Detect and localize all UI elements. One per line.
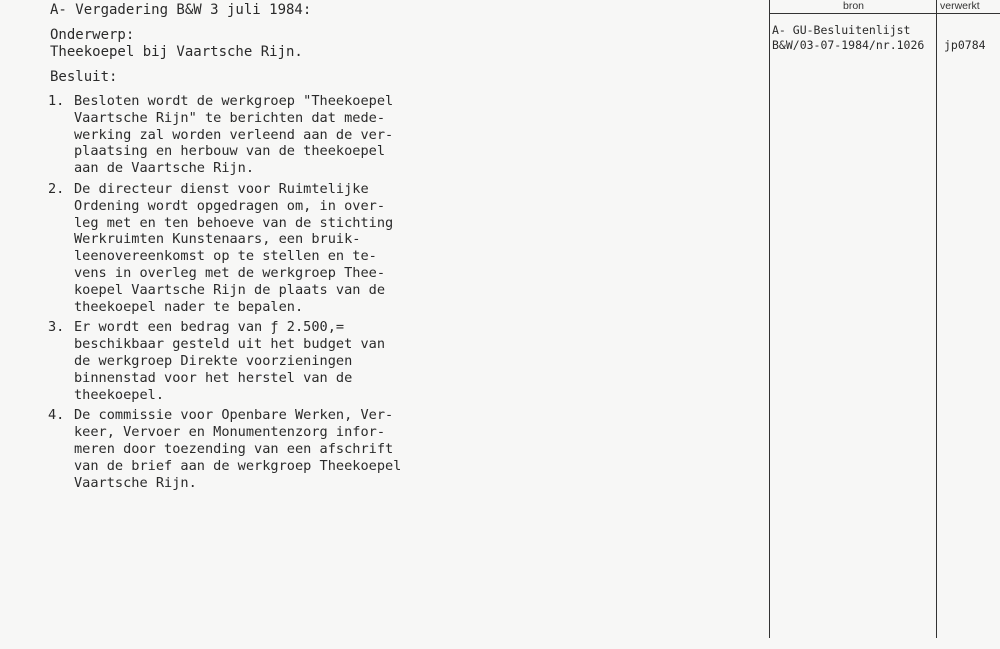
source-reference (772, 23, 924, 53)
processed-column-header: verwerkt (940, 0, 980, 12)
subject-text: Theekoepel bij Vaartsche Rijn. (50, 44, 303, 60)
header-divider (769, 13, 1000, 14)
decision-list (48, 93, 438, 491)
processed-code: jp0784 (944, 38, 986, 52)
decision-item (48, 319, 438, 403)
meeting-title: A- Vergadering B&W 3 juli 1984: (50, 2, 312, 18)
decision-item (48, 93, 438, 177)
decision-text-line: meren door toezending van een afschrift (74, 440, 394, 457)
source-reference-line: A- GU-Besluitenlijst (772, 23, 911, 37)
decision-text-line: Vaartsche Rijn. (74, 474, 197, 491)
decision-number: 3. (48, 319, 65, 336)
decision-text-line: koepel Vaartsche Rijn de plaats van de (74, 281, 385, 298)
decision-text-line: de werkgroep Direkte voorzieningen (74, 352, 353, 369)
decision-text-line: keer, Vervoer en Monumentenzorg infor- (74, 424, 385, 441)
decision-item (48, 181, 438, 315)
decision-text-line: De commissie voor Openbare Werken, Ver- (74, 407, 394, 424)
column-divider-left (769, 0, 770, 638)
decision-text-line: plaatsing en herbouw van de theekoepel (74, 143, 385, 160)
decision-text-line: leg met en ten behoeve van de stichting (74, 214, 394, 231)
decision-number: 4. (48, 407, 65, 424)
decision-text-line: vens in overleg met de werkgroep Thee- (74, 264, 385, 281)
decision-number: 1. (48, 93, 65, 109)
decision-text-line: theekoepel. (74, 386, 165, 403)
decision-text-line: beschikbaar gesteld uit het budget van (74, 336, 385, 353)
decision-label: Besluit: (50, 69, 118, 85)
decision-text-line: Ordening wordt opgedragen om, in over- (74, 197, 385, 214)
source-reference-line: B&W/03-07-1984/nr.1026 (772, 38, 925, 52)
decision-text-line: De directeur dienst voor Ruimtelijke (74, 180, 369, 197)
decision-item (48, 407, 438, 491)
decision-text-line: theekoepel nader te bepalen. (74, 298, 304, 315)
decision-text-line: werking zal worden verleend aan de ver- (74, 126, 394, 143)
decision-text-line: van de brief aan de werkgroep Theekoepel (74, 457, 402, 474)
decision-number: 2. (48, 180, 65, 197)
decision-text-line: Werkruimten Kunstenaars, een bruik- (74, 231, 361, 248)
decision-text-line: Er wordt een bedrag van ƒ 2.500,= (74, 319, 345, 336)
decision-text-line: Besloten wordt de werkgroep "Theekoepel (74, 93, 394, 109)
source-column-header: bron (843, 0, 865, 12)
decision-text-line: leenovereenkomst op te stellen en te- (74, 248, 377, 265)
decision-text-line: binnenstad voor het herstel van de (74, 369, 353, 386)
decision-text-line: Vaartsche Rijn" te berichten dat mede- (74, 109, 385, 126)
column-divider-right (936, 0, 937, 638)
decision-text-line: aan de Vaartsche Rijn. (74, 160, 255, 177)
subject-label: Onderwerp: (50, 27, 135, 43)
